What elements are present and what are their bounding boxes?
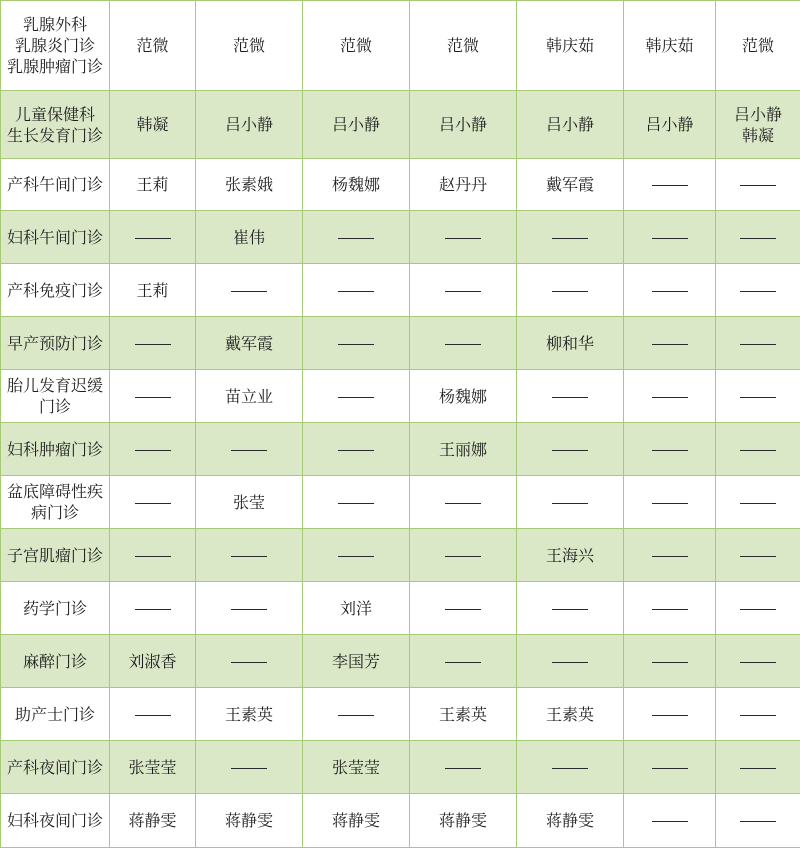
empty-dash bbox=[135, 609, 171, 610]
dept-name-cell: 子宫肌瘤门诊 bbox=[1, 529, 110, 582]
empty-dash bbox=[652, 609, 688, 610]
table-row bbox=[1, 211, 800, 264]
doctor-cell bbox=[303, 529, 410, 582]
table-row bbox=[1, 688, 800, 741]
empty-dash bbox=[338, 450, 374, 451]
doctor-cell: 崔伟 bbox=[196, 211, 303, 264]
doctor-cell bbox=[196, 264, 303, 317]
dept-name-cell: 胎儿发育迟缓门诊 bbox=[1, 370, 110, 423]
empty-dash bbox=[231, 450, 267, 451]
table-row bbox=[1, 529, 800, 582]
empty-dash bbox=[338, 715, 374, 716]
empty-dash bbox=[552, 450, 588, 451]
doctor-cell bbox=[410, 635, 517, 688]
doctor-cell bbox=[196, 635, 303, 688]
doctor-cell bbox=[303, 370, 410, 423]
empty-dash bbox=[445, 291, 481, 292]
empty-dash bbox=[652, 821, 688, 822]
table-row bbox=[1, 794, 800, 848]
empty-dash bbox=[740, 556, 776, 557]
doctor-cell bbox=[716, 741, 800, 794]
empty-dash bbox=[445, 768, 481, 769]
empty-dash bbox=[231, 662, 267, 663]
empty-dash bbox=[338, 556, 374, 557]
empty-dash bbox=[445, 344, 481, 345]
doctor-cell: 张莹莹 bbox=[110, 741, 196, 794]
doctor-cell: 张莹莹 bbox=[303, 741, 410, 794]
doctor-cell bbox=[716, 264, 800, 317]
empty-dash bbox=[652, 503, 688, 504]
empty-dash bbox=[652, 662, 688, 663]
doctor-cell: 范微 bbox=[410, 1, 517, 91]
empty-dash bbox=[552, 609, 588, 610]
doctor-cell bbox=[110, 211, 196, 264]
doctor-cell: 吕小静 bbox=[410, 91, 517, 159]
doctor-cell bbox=[110, 317, 196, 370]
dept-name-cell: 妇科肿瘤门诊 bbox=[1, 423, 110, 476]
doctor-cell: 杨魏娜 bbox=[303, 159, 410, 211]
empty-dash bbox=[338, 397, 374, 398]
doctor-cell: 刘淑香 bbox=[110, 635, 196, 688]
doctor-cell: 蒋静雯 bbox=[196, 794, 303, 848]
doctor-cell: 杨魏娜 bbox=[410, 370, 517, 423]
empty-dash bbox=[740, 768, 776, 769]
doctor-cell bbox=[624, 211, 716, 264]
empty-dash bbox=[135, 344, 171, 345]
empty-dash bbox=[552, 397, 588, 398]
dept-name-cell: 妇科夜间门诊 bbox=[1, 794, 110, 848]
doctor-cell bbox=[716, 529, 800, 582]
doctor-cell: 范微 bbox=[110, 1, 196, 91]
table-row bbox=[1, 635, 800, 688]
doctor-cell bbox=[624, 370, 716, 423]
table-row bbox=[1, 370, 800, 423]
doctor-cell bbox=[624, 635, 716, 688]
doctor-cell bbox=[110, 423, 196, 476]
empty-dash bbox=[652, 450, 688, 451]
doctor-cell bbox=[716, 794, 800, 848]
doctor-cell: 王莉 bbox=[110, 264, 196, 317]
doctor-cell bbox=[303, 688, 410, 741]
doctor-cell bbox=[517, 211, 624, 264]
doctor-cell bbox=[716, 317, 800, 370]
doctor-cell: 吕小静 bbox=[196, 91, 303, 159]
doctor-cell bbox=[517, 582, 624, 635]
empty-dash bbox=[740, 238, 776, 239]
doctor-cell bbox=[110, 476, 196, 529]
doctor-cell bbox=[110, 688, 196, 741]
empty-dash bbox=[652, 291, 688, 292]
doctor-cell bbox=[110, 529, 196, 582]
doctor-cell bbox=[716, 423, 800, 476]
doctor-cell bbox=[517, 423, 624, 476]
dept-name-cell: 儿童保健科 生长发育门诊 bbox=[1, 91, 110, 159]
empty-dash bbox=[445, 609, 481, 610]
doctor-cell: 李国芳 bbox=[303, 635, 410, 688]
empty-dash bbox=[338, 238, 374, 239]
doctor-cell bbox=[716, 476, 800, 529]
empty-dash bbox=[740, 344, 776, 345]
empty-dash bbox=[231, 609, 267, 610]
doctor-cell bbox=[517, 370, 624, 423]
table-row bbox=[1, 423, 800, 476]
doctor-cell bbox=[517, 635, 624, 688]
doctor-cell bbox=[303, 476, 410, 529]
dept-name-cell: 产科免疫门诊 bbox=[1, 264, 110, 317]
doctor-cell: 苗立业 bbox=[196, 370, 303, 423]
doctor-cell bbox=[303, 317, 410, 370]
empty-dash bbox=[445, 503, 481, 504]
empty-dash bbox=[135, 397, 171, 398]
empty-dash bbox=[740, 503, 776, 504]
doctor-cell bbox=[624, 794, 716, 848]
doctor-cell bbox=[517, 264, 624, 317]
empty-dash bbox=[445, 238, 481, 239]
doctor-cell bbox=[716, 582, 800, 635]
doctor-cell: 韩庆茹 bbox=[624, 1, 716, 91]
doctor-cell bbox=[303, 211, 410, 264]
empty-dash bbox=[338, 344, 374, 345]
doctor-cell: 戴军霞 bbox=[517, 159, 624, 211]
empty-dash bbox=[652, 344, 688, 345]
doctor-cell: 范微 bbox=[303, 1, 410, 91]
doctor-cell: 蒋静雯 bbox=[110, 794, 196, 848]
doctor-cell bbox=[624, 688, 716, 741]
empty-dash bbox=[740, 185, 776, 186]
empty-dash bbox=[552, 503, 588, 504]
doctor-cell bbox=[624, 317, 716, 370]
empty-dash bbox=[445, 556, 481, 557]
empty-dash bbox=[740, 609, 776, 610]
empty-dash bbox=[135, 556, 171, 557]
dept-name-cell: 助产士门诊 bbox=[1, 688, 110, 741]
empty-dash bbox=[231, 768, 267, 769]
empty-dash bbox=[552, 768, 588, 769]
doctor-cell bbox=[624, 423, 716, 476]
empty-dash bbox=[740, 291, 776, 292]
doctor-cell bbox=[410, 476, 517, 529]
empty-dash bbox=[338, 503, 374, 504]
table-row bbox=[1, 91, 800, 159]
empty-dash bbox=[445, 662, 481, 663]
table-row bbox=[1, 1, 800, 91]
doctor-cell bbox=[196, 529, 303, 582]
table-row bbox=[1, 582, 800, 635]
empty-dash bbox=[135, 503, 171, 504]
doctor-cell: 蒋静雯 bbox=[303, 794, 410, 848]
dept-name-cell: 妇科午间门诊 bbox=[1, 211, 110, 264]
empty-dash bbox=[135, 715, 171, 716]
doctor-cell: 王丽娜 bbox=[410, 423, 517, 476]
doctor-cell bbox=[410, 582, 517, 635]
dept-name-cell: 早产预防门诊 bbox=[1, 317, 110, 370]
empty-dash bbox=[231, 291, 267, 292]
schedule-body bbox=[1, 1, 800, 848]
doctor-cell bbox=[624, 476, 716, 529]
doctor-cell: 吕小静 bbox=[624, 91, 716, 159]
doctor-cell: 吕小静 韩凝 bbox=[716, 91, 800, 159]
empty-dash bbox=[652, 768, 688, 769]
doctor-cell bbox=[196, 582, 303, 635]
empty-dash bbox=[552, 291, 588, 292]
doctor-cell: 戴军霞 bbox=[196, 317, 303, 370]
empty-dash bbox=[652, 185, 688, 186]
empty-dash bbox=[652, 715, 688, 716]
doctor-cell bbox=[410, 741, 517, 794]
empty-dash bbox=[135, 450, 171, 451]
empty-dash bbox=[652, 556, 688, 557]
dept-name-cell: 盆底障碍性疾病门诊 bbox=[1, 476, 110, 529]
dept-name-cell: 产科夜间门诊 bbox=[1, 741, 110, 794]
doctor-cell: 范微 bbox=[196, 1, 303, 91]
doctor-cell bbox=[303, 423, 410, 476]
doctor-cell bbox=[303, 264, 410, 317]
doctor-cell bbox=[410, 264, 517, 317]
doctor-cell bbox=[517, 741, 624, 794]
doctor-cell: 刘洋 bbox=[303, 582, 410, 635]
doctor-cell bbox=[716, 635, 800, 688]
empty-dash bbox=[740, 450, 776, 451]
doctor-cell: 张素娥 bbox=[196, 159, 303, 211]
dept-name-cell: 乳腺外科 乳腺炎门诊 乳腺肿瘤门诊 bbox=[1, 1, 110, 91]
dept-name-cell: 药学门诊 bbox=[1, 582, 110, 635]
empty-dash bbox=[740, 662, 776, 663]
doctor-cell bbox=[110, 582, 196, 635]
doctor-cell: 王素英 bbox=[517, 688, 624, 741]
empty-dash bbox=[740, 715, 776, 716]
doctor-cell: 王海兴 bbox=[517, 529, 624, 582]
doctor-cell: 王莉 bbox=[110, 159, 196, 211]
table-row bbox=[1, 264, 800, 317]
doctor-cell: 张莹 bbox=[196, 476, 303, 529]
doctor-cell bbox=[624, 529, 716, 582]
empty-dash bbox=[135, 238, 171, 239]
table-row bbox=[1, 317, 800, 370]
empty-dash bbox=[740, 821, 776, 822]
empty-dash bbox=[740, 397, 776, 398]
table-row bbox=[1, 159, 800, 211]
doctor-cell: 韩凝 bbox=[110, 91, 196, 159]
doctor-cell: 范微 bbox=[716, 1, 800, 91]
dept-name-cell: 麻醉门诊 bbox=[1, 635, 110, 688]
empty-dash bbox=[552, 238, 588, 239]
doctor-cell: 韩庆茹 bbox=[517, 1, 624, 91]
doctor-cell bbox=[716, 370, 800, 423]
doctor-cell bbox=[410, 211, 517, 264]
doctor-cell bbox=[716, 159, 800, 211]
empty-dash bbox=[652, 397, 688, 398]
doctor-cell: 赵丹丹 bbox=[410, 159, 517, 211]
doctor-cell: 蒋静雯 bbox=[517, 794, 624, 848]
doctor-cell bbox=[716, 211, 800, 264]
empty-dash bbox=[652, 238, 688, 239]
doctor-cell: 柳和华 bbox=[517, 317, 624, 370]
doctor-cell bbox=[517, 476, 624, 529]
empty-dash bbox=[231, 556, 267, 557]
doctor-cell: 吕小静 bbox=[517, 91, 624, 159]
doctor-cell: 蒋静雯 bbox=[410, 794, 517, 848]
doctor-cell bbox=[196, 423, 303, 476]
doctor-cell bbox=[716, 688, 800, 741]
doctor-cell bbox=[624, 159, 716, 211]
empty-dash bbox=[552, 662, 588, 663]
doctor-cell: 吕小静 bbox=[303, 91, 410, 159]
doctor-cell bbox=[410, 317, 517, 370]
doctor-cell bbox=[624, 582, 716, 635]
table-row bbox=[1, 476, 800, 529]
doctor-cell: 王素英 bbox=[196, 688, 303, 741]
table-row bbox=[1, 741, 800, 794]
doctor-cell bbox=[410, 529, 517, 582]
doctor-cell bbox=[110, 370, 196, 423]
doctor-cell bbox=[624, 741, 716, 794]
dept-name-cell: 产科午间门诊 bbox=[1, 159, 110, 211]
doctor-cell bbox=[624, 264, 716, 317]
doctor-cell: 王素英 bbox=[410, 688, 517, 741]
empty-dash bbox=[338, 291, 374, 292]
doctor-cell bbox=[196, 741, 303, 794]
